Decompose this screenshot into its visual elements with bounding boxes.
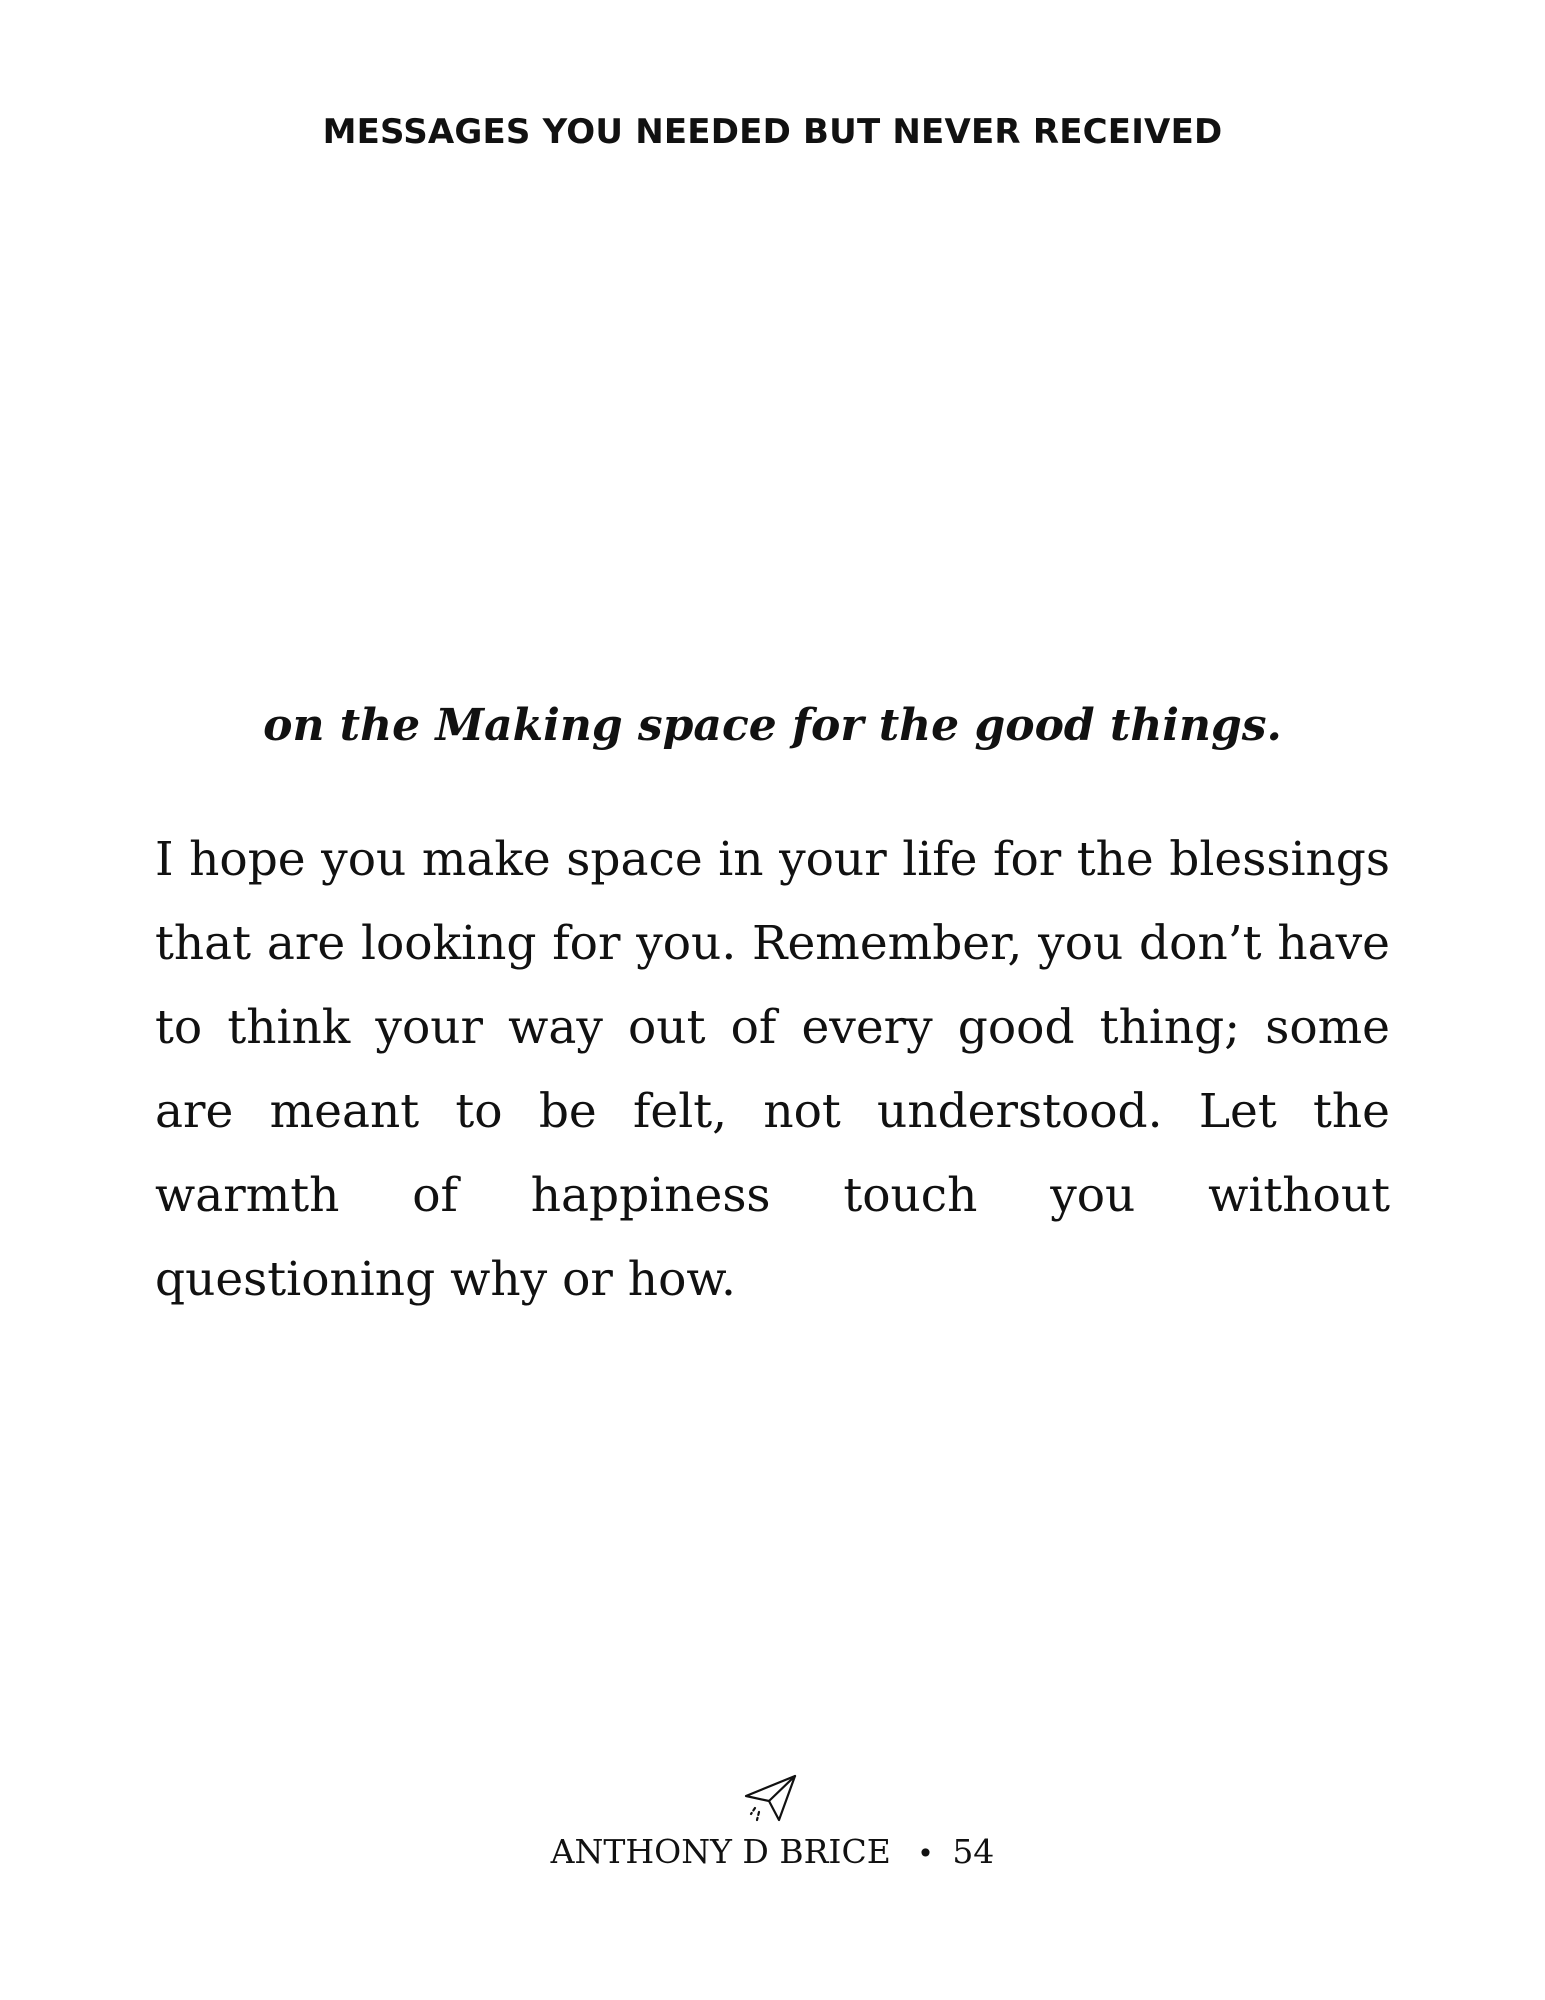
entry-title: on the Making space for the good things.	[263, 700, 1282, 751]
paper-plane-icon	[741, 1768, 801, 1828]
entry-body: I hope you make space in your life for the blessings that are looking for you. Remember, you don’t have to think your way out of every good thing; some are meant to be felt, not understood. Let the warmth of happiness touch you without questioning why or how.	[155, 832, 1390, 1307]
footer-author: ANTHONY D BRICE	[550, 1832, 891, 1871]
page-number: 54	[952, 1832, 995, 1871]
running-header: MESSAGES YOU NEEDED BUT NEVER RECEIVED	[322, 112, 1223, 152]
page-footer	[0, 1832, 1545, 1871]
footer-separator: •	[917, 1837, 934, 1870]
